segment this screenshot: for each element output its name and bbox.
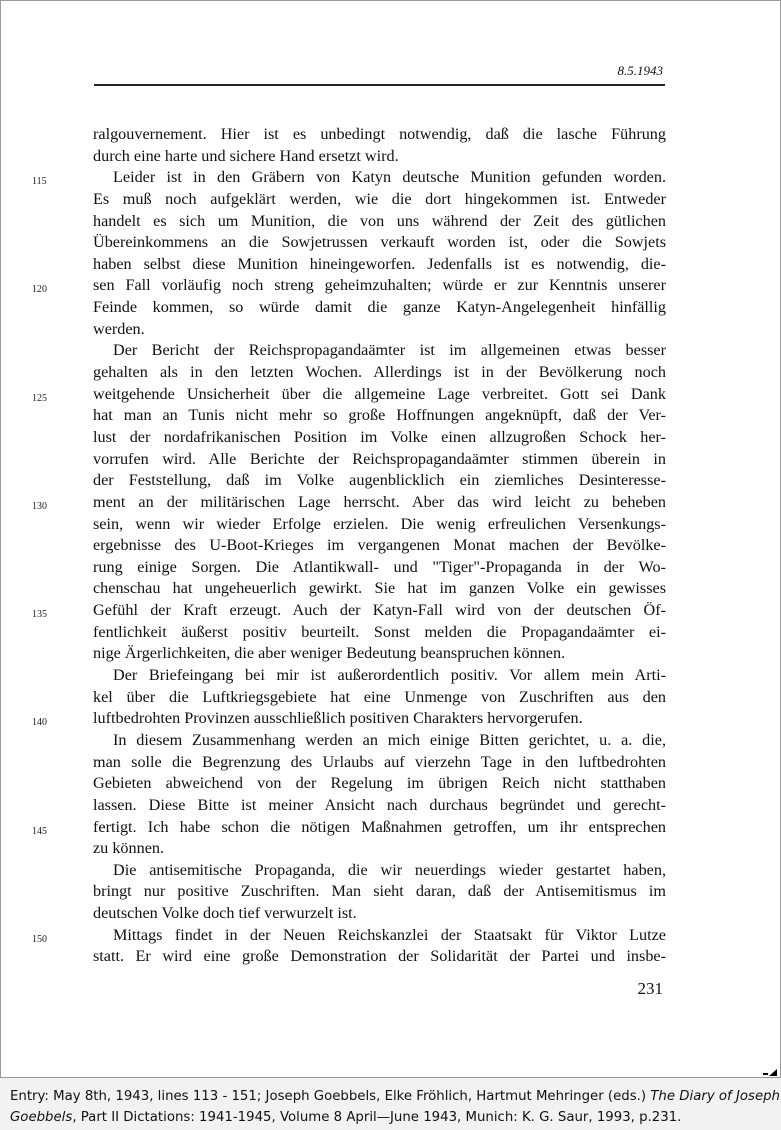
text-line-content: In diesem Zusammenhang werden an mich einige Bitten gerichtet, u. a. die, — [113, 730, 666, 749]
caption-book-title: The Diary of Joseph Goebbels — [10, 1089, 780, 1125]
diary-body-text — [32, 124, 666, 968]
text-line-content: Leider ist in den Gräbern von Katyn deutsche Munition gefunden worden. — [113, 168, 666, 187]
text-line — [93, 340, 666, 362]
line-number: 145 — [32, 825, 47, 837]
text-line-content: haben selbst diese Munition hineingeworfen. Jedenfalls ist es notwendig, die- — [93, 254, 666, 273]
text-line-content: hat man an Tunis nicht mehr so große Hoffnungen angeknüpft, daß der Ver- — [93, 406, 666, 425]
text-line-content: man solle die Begrenzung des Urlaubs auf vierzehn Tage in den luftbedrohten — [93, 752, 666, 771]
text-line-content: weitgehende Unsicherheit über die allgemeine Lage verbreitet. Gott sei Dank — [93, 384, 666, 403]
caption-text-part2: , Part II Dictations: 1941-1945, Volume 8 April—June 1943, Munich: K. G. Saur, 1993, p.231. — [72, 1110, 682, 1125]
text-line-content: sen Fall vorläufig noch streng geheimzuhalten; würde er zur Kenntnis unserer — [93, 276, 666, 295]
text-line-content: ralgouvernement. Hier ist es unbedingt notwendig, daß die lasche Führung — [93, 125, 666, 143]
text-line-content: Gefühl der Kraft erzeugt. Auch der Katyn-Fall wird von der deutschen Öf- — [93, 601, 666, 620]
line-number: 150 — [32, 933, 47, 945]
text-line — [93, 449, 666, 471]
text-line-content: Gebieten abweichend von der Regelung im übrigen Reich nicht statthaben — [93, 774, 666, 793]
header-rule — [94, 84, 665, 86]
text-line-content: Feinde kommen, so würde damit die ganze Katyn-Angelegenheit hinfällig — [93, 298, 666, 317]
text-line-content: Mittags findet in der Neuen Reichskanzlei der Staatsakt für Viktor Lutze — [113, 925, 666, 944]
line-number: 140 — [32, 717, 47, 729]
text-line — [93, 319, 666, 341]
text-line — [93, 665, 666, 687]
text-line-content: sein, wenn wir wieder Erfolge erzielen. Die wenig erfreulichen Versenkungs- — [93, 514, 666, 533]
text-line-content: fertigt. Ich habe schon die nötigen Maßnahmen getroffen, um ihr entsprechen — [93, 817, 666, 836]
text-line-content: chenschau hat ungeheuerlich gewirkt. Sie hat im ganzen Volke ein gewisses — [93, 579, 666, 598]
text-line — [93, 622, 666, 644]
text-line — [93, 124, 666, 146]
text-line — [32, 925, 666, 947]
text-line — [93, 211, 666, 233]
text-line-content: nige Ärgerlichkeiten, die aber weniger Bedeutung beanspruchen können. — [93, 644, 566, 663]
text-line-content: ment an der militärischen Lage herrscht. Aber das wird leicht zu beheben — [93, 492, 666, 511]
text-line — [93, 189, 666, 211]
running-head-date: 8.5.1943 — [617, 63, 663, 78]
text-line — [93, 557, 666, 579]
text-line — [93, 946, 666, 968]
text-line-content: fentlichkeit äußerst positiv beurteilt. Sonst melden die Propagandaämter ei- — [93, 622, 666, 641]
text-line — [93, 405, 666, 427]
text-line — [93, 470, 666, 492]
text-line — [32, 600, 666, 622]
text-line — [93, 752, 666, 774]
text-line — [93, 881, 666, 903]
line-number: 120 — [32, 284, 47, 296]
text-line — [93, 427, 666, 449]
text-line — [32, 817, 666, 839]
text-line-content: durch eine harte und sichere Hand ersetzt wird. — [93, 146, 399, 165]
text-line — [93, 643, 666, 665]
resize-grip-dash — [763, 1073, 768, 1075]
text-line-content: Die antisemitische Propaganda, die wir neuerdings wieder gestartet haben, — [113, 860, 666, 879]
text-line-content: gehalten als in den letzten Wochen. Allerdings ist in der Bevölkerung noch — [93, 363, 666, 382]
text-line-content: bringt nur positive Zuschriften. Man sieht daran, daß der Antisemitismus im — [93, 882, 666, 901]
text-line-content: Es muß noch aufgeklärt werden, wie die dort hingekommen ist. Entweder — [93, 189, 666, 208]
text-line — [93, 232, 666, 254]
text-line — [93, 795, 666, 817]
text-line-content: der Feststellung, daß im Volke augenblicklich ein ziemliches Desinteresse- — [93, 471, 666, 490]
text-line — [32, 492, 666, 514]
text-line-content: zu können. — [93, 839, 165, 858]
text-line — [32, 384, 666, 406]
source-caption — [10, 1086, 780, 1128]
text-line — [32, 708, 666, 730]
text-line-content: statt. Er wird eine große Demonstration der Solidarität der Partei und insbe- — [93, 947, 666, 966]
text-line — [93, 838, 666, 860]
caption-text-part1: Entry: May 8th, 1943, lines 113 - 151; Joseph Goebbels, Elke Fröhlich, Hartmut Mehringer (eds.) — [10, 1089, 651, 1104]
text-line-content: Der Bericht der Reichspropagandaämter ist im allgemeinen etwas besser — [113, 341, 666, 360]
text-line — [93, 254, 666, 276]
text-line — [32, 167, 666, 189]
text-line — [93, 535, 666, 557]
text-line-content: ergebnisse des U-Boot-Krieges im vergangenen Monat machen der Bevölke- — [93, 536, 666, 555]
text-line-content: handelt es sich um Munition, die von uns während der Zeit des gütlichen — [93, 211, 666, 230]
resize-grip-icon[interactable] — [769, 1069, 777, 1076]
text-line-content: deutschen Volke doch tief verwurzelt ist. — [93, 904, 357, 923]
text-line — [93, 903, 666, 925]
text-line-content: werden. — [93, 319, 145, 338]
text-line — [93, 578, 666, 600]
line-number: 130 — [32, 500, 47, 512]
text-line-content: luftbedrohten Provinzen ausschließlich positiven Charakters hervorgerufen. — [93, 709, 583, 728]
text-line-content: rung einige Sorgen. Die Atlantikwall- und "Tiger"-Propaganda in der Wo- — [93, 557, 666, 576]
line-number: 125 — [32, 392, 47, 404]
text-line — [93, 514, 666, 536]
text-line — [93, 773, 666, 795]
text-line-content: lassen. Diese Bitte ist meiner Ansicht nach durchaus begründet und gerecht- — [93, 795, 666, 814]
text-line — [93, 297, 666, 319]
line-number: 135 — [32, 609, 47, 621]
text-line-content: Der Briefeingang bei mir ist außerordentlich positiv. Vor allem mein Arti- — [113, 666, 666, 685]
text-line-content: Übereinkommens an die Sowjetrussen verkauft worden ist, oder die Sowjets — [93, 233, 666, 252]
text-line — [32, 275, 666, 297]
text-line — [93, 146, 666, 168]
text-line-content: kel über die Luftkriegsgebiete hat eine Unmenge von Zuschriften aus den — [93, 687, 666, 706]
text-line — [93, 362, 666, 384]
text-line-content: lust der nordafrikanischen Position im Volke einen allzugroßen Schock her- — [93, 427, 666, 446]
text-line — [93, 687, 666, 709]
text-line-content: vorrufen wird. Alle Berichte der Reichspropagandaämter stimmen überein in — [93, 449, 666, 468]
text-line — [93, 730, 666, 752]
line-number: 115 — [32, 176, 47, 188]
text-line — [93, 860, 666, 882]
page-number: 231 — [637, 979, 663, 998]
